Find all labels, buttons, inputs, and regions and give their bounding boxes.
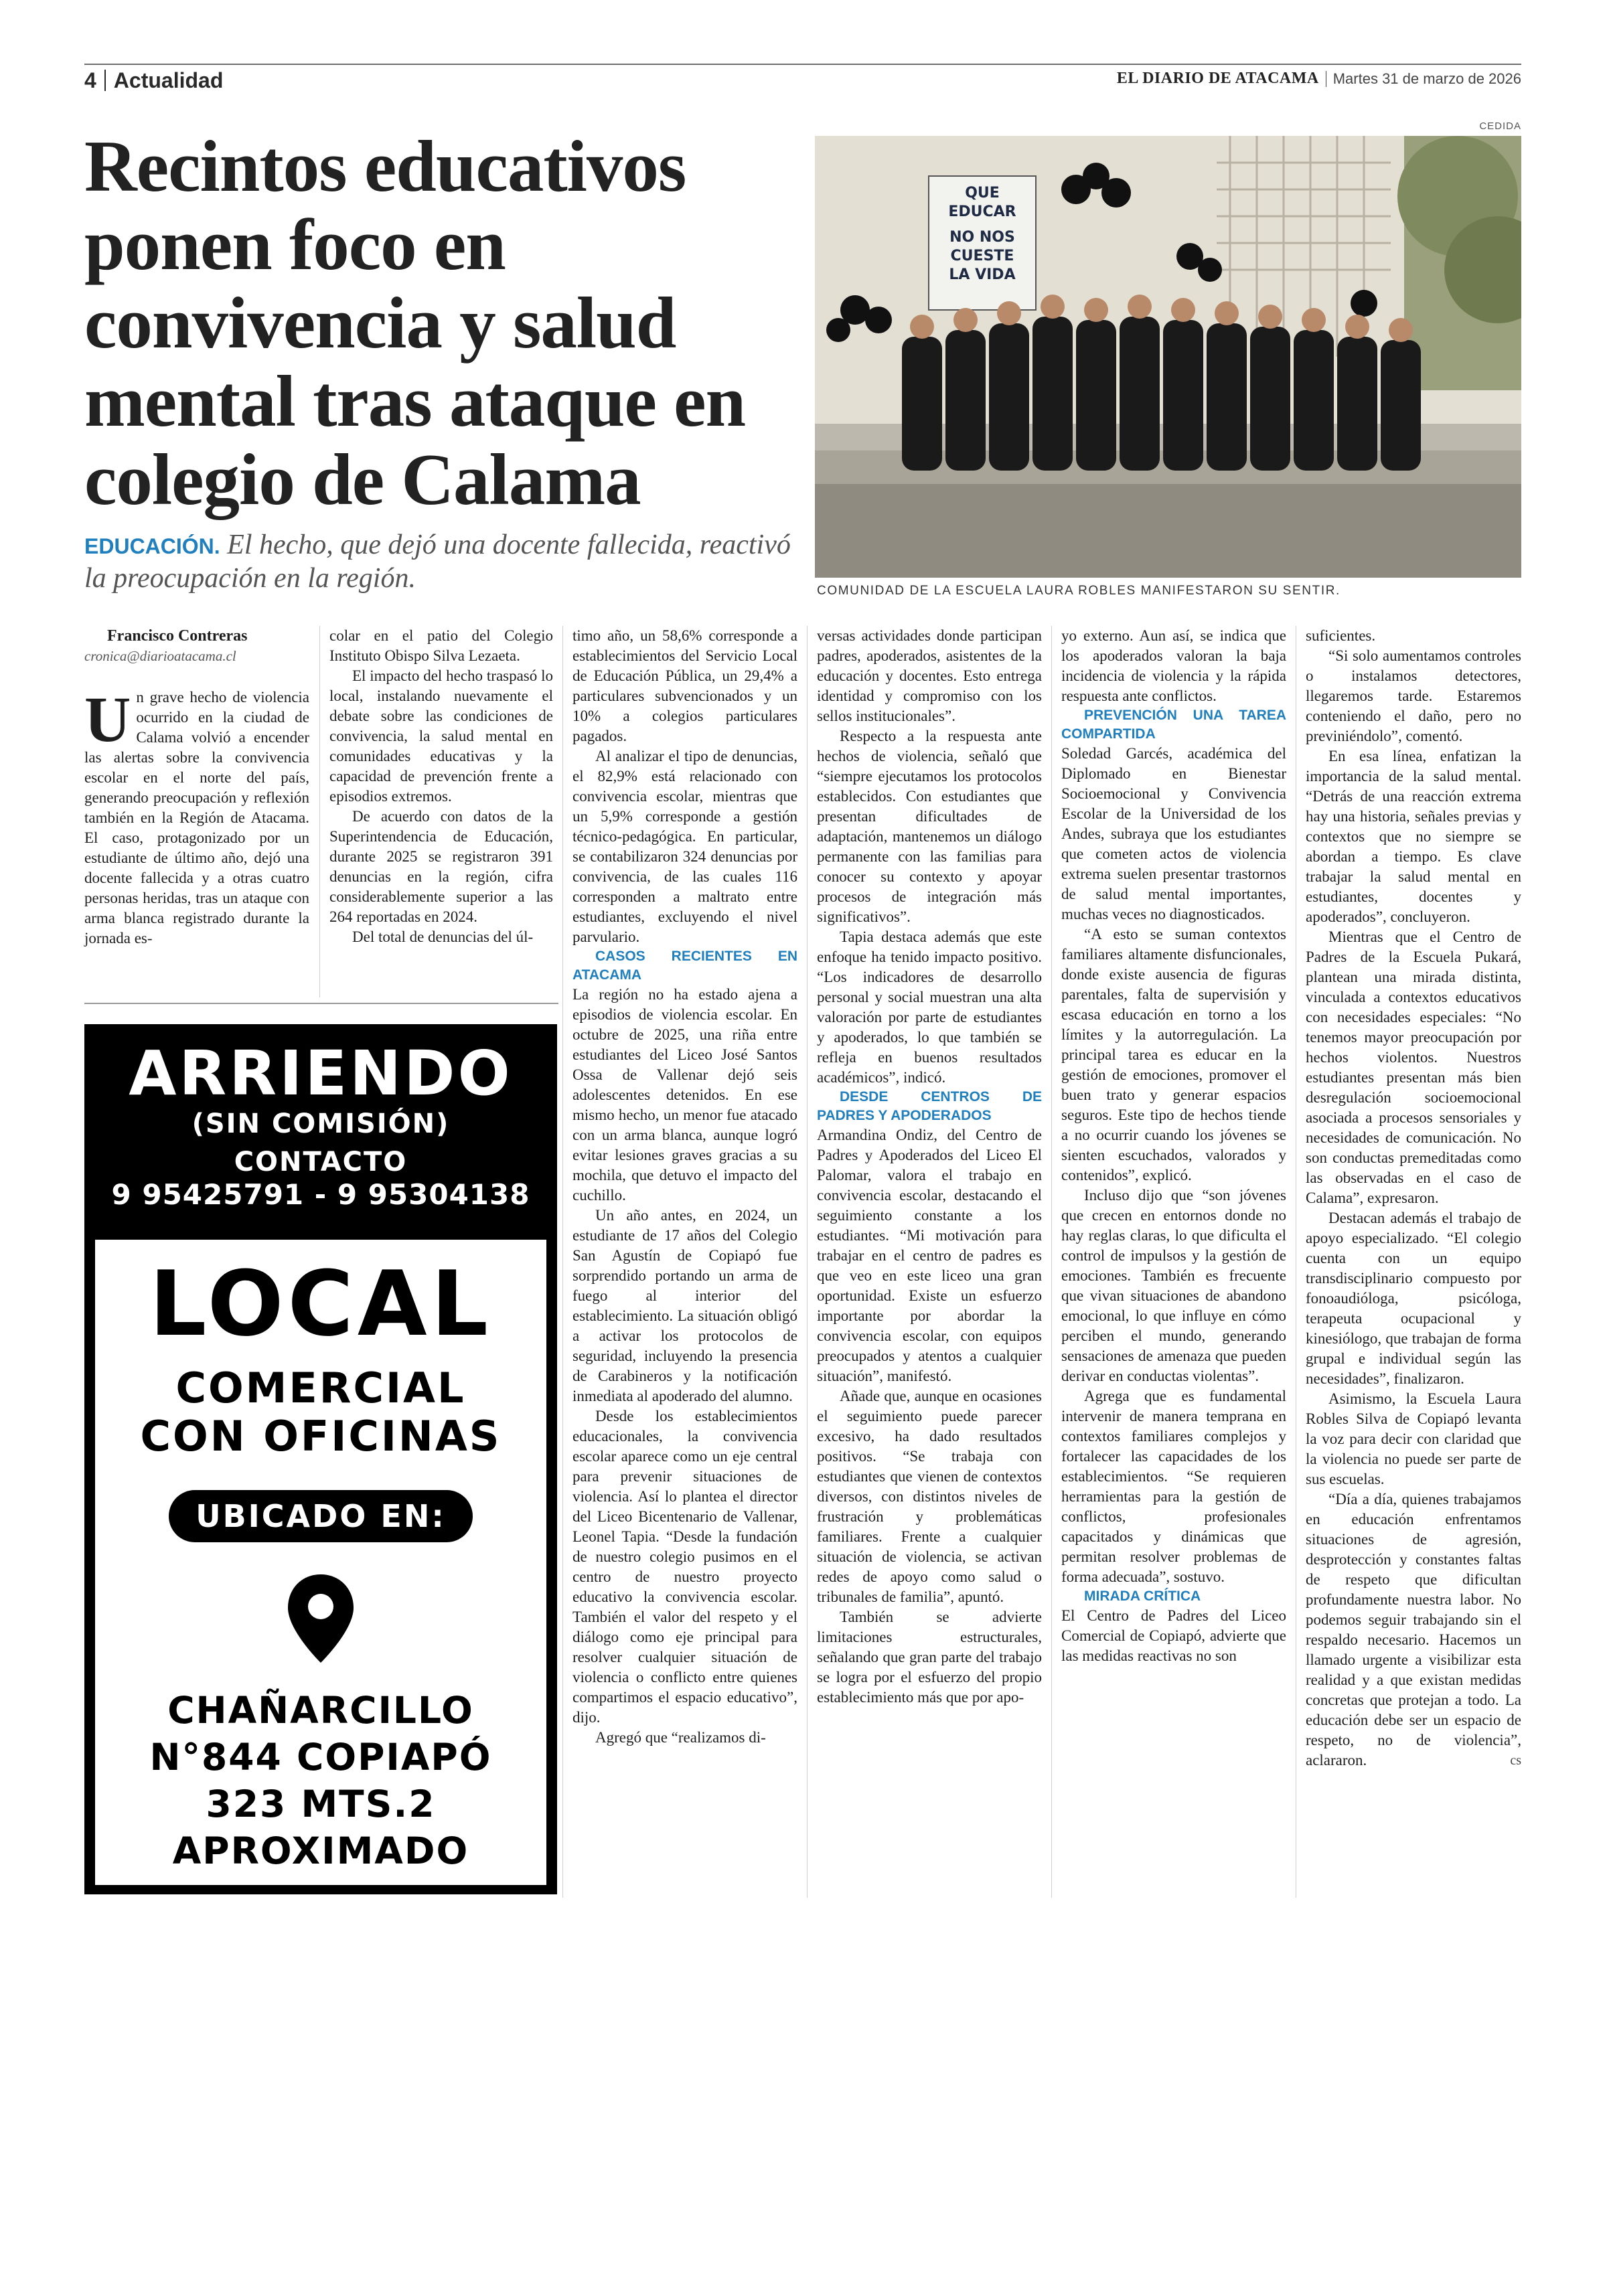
body-paragraph: “Si solo aumentamos controles o instalamos detectores, llegaremos tarde. Estaremos conteniendo el daño, pero no previniéndolo”, comentó. <box>1306 647 1521 744</box>
ad-address <box>95 1687 546 1874</box>
banner-line-1: QUE <box>965 185 1000 201</box>
ad-separator-rule <box>84 1003 558 1004</box>
article-column-3 <box>572 626 797 1748</box>
column-divider <box>1051 626 1052 1898</box>
ad-title: ARRIENDO <box>129 1038 513 1109</box>
body-paragraph: Desde los establecimientos educacionales, la convivencia escolar aparece como un eje central para prevenir situaciones de violencia. Así lo plantea el director del Liceo Bicentenario de Vallenar, Leonel Tapia. “Desde la fundación de nuestro colegio pusimos en el centro de nuestro proyecto educativo la convivencia escolar. También el valor del respeto y el diálogo como eje principal para resolver cualquier situación de violencia o conflicto entre quienes compartimos el espacio educativo”, dijo. <box>572 1408 797 1726</box>
body-paragraph: Agrega que es fundamental intervenir de manera temprana en contextos familiares complejos y fortalecer las capacidades de los establecimientos. “Se requieren herramientas para la gestión de conflictos, profesionales capacitados y dinámicas que permitan resolver problemas de forma adecuada”, sostuvo. <box>1061 1388 1286 1585</box>
column-divider <box>562 626 563 1898</box>
ad-description <box>95 1364 546 1461</box>
body-paragraph: versas actividades donde participan padres, apoderados, asistentes de la educación y docentes. Esto entrega identidad y compromiso con los sellos institucionales”. <box>817 627 1042 724</box>
ad-address-line: APROXIMADO <box>172 1829 469 1872</box>
banner-line-4: CUESTE <box>950 248 1014 264</box>
article-column-5 <box>1061 626 1286 1666</box>
drop-cap: U <box>84 683 131 755</box>
body-paragraph: Del total de denuncias del úl- <box>352 928 534 945</box>
body-paragraph: En esa línea, enfatizan la importancia de la salud mental. “Detrás de una reacción extrema hay una historia, señales previas y contextos que no siempre se abordan a tiempo. Es clave trabajar la salud mental en estudiantes, docentes y apoderados”, concluyeron. <box>1306 748 1521 925</box>
article-column-4 <box>817 626 1042 1708</box>
subheading: DESDE CENTROS DE PADRES Y APODERADOS <box>817 1089 1042 1123</box>
body-paragraph: colar en el patio del Colegio Instituto Obispo Silva Lezaeta. <box>329 627 553 664</box>
body-paragraph: Tapia destaca además que este enfoque ha tenido impacto positivo. “Los indicadores de desarrollo personal y social muestran una alta valoración por parte de estudiantes y apoderados, lo que también se refleja en buenos resultados académicos”, indicó. <box>817 928 1042 1086</box>
photo-credit: CEDIDA <box>1479 120 1521 132</box>
body-paragraph: yo externo. Aun así, se indica que los apoderados valoran la baja incidencia de violencia y la rápida respuesta ante conflictos. <box>1061 627 1286 704</box>
article-kicker <box>84 529 814 594</box>
ad-header <box>86 1026 556 1240</box>
ad-local-title: LOCAL <box>149 1252 492 1356</box>
body-paragraph: timo año, un 58,6% corresponde a establecimientos del Servicio Local de Educación Pública, un 29,4% a particulares subvencionados y un 10% a colegios particulares pagados. <box>572 627 797 744</box>
body-paragraph: Soledad Garcés, académica del Diplomado en Bienestar Socioemocional y Convivencia Escolar de la Universidad de los Andes, subraya que los estudiantes que cometen actos de violencia extrema suelen presentar trastornos de salud mental importantes, muchas veces no diagnosticados. <box>1061 745 1286 922</box>
body-paragraph: Añade que, aunque en ocasiones el seguimiento puede parecer excesivo, ha dado resultados positivos. “Se trabaja con estudiantes que vienen de contextos diversos, con distintos niveles de frustración y problemáticas familiares. Frente a cualquier situación de violencia, se activan redes de apoyo como salud o tribunales de familia”, apuntó. <box>817 1388 1042 1605</box>
publication-name: EL DIARIO DE ATACAMA <box>1116 70 1319 87</box>
body-paragraph: Destacan además el trabajo de apoyo especializado. “El colegio cuenta con un equipo transdisciplinario compuesto por fonoaudióloga, psicóloga, terapeuta ocupacional y kinesiólogo, que trabajan de forma grupal e individual según las necesidades”, finalizaron. <box>1306 1210 1521 1387</box>
body-paragraph: Al analizar el tipo de denuncias, el 82,9% está relacionado con convivencia escolar, mientras que un 5,9% corresponde a gestión técnico-pedagógica. En particular, se contabilizaron 324 denuncias por convivencia, de las cuales 116 corresponden a maltrato entre estudiantes, excluyendo el nivel parvulario. <box>572 748 797 945</box>
page-number: 4 <box>84 68 96 92</box>
column-divider <box>807 626 808 1898</box>
ad-address-line: 323 MTS.2 <box>206 1783 436 1825</box>
body-paragraph: También se advierte limitaciones estructurales, señalando que gran parte del trabajo se logra por el esfuerzo del propio establecimiento más que por apo- <box>817 1609 1042 1706</box>
lead-text: n grave hecho de violencia ocurrido en la ciudad de Calama volvió a encender las alertas sobre la convivencia escolar en el norte del país, generando preocupación y reflexión también en la Región de Atacama. El caso, protagonizado por un estudiante de último año, dejó una docente fallecida y a otras cuatro personas heridas, tras un ataque con arma blanca registrado durante la jornada es- <box>84 689 309 947</box>
body-paragraph: El impacto del hecho traspasó lo local, instalando nuevamente el debate sobre las condiciones de convivencia, la salud mental en comunidades educativas y la capacidad de prevención frente a episodios extremos. <box>329 667 553 805</box>
body-paragraph: Agregó que “realizamos di- <box>595 1729 766 1746</box>
lead-paragraph <box>84 683 309 949</box>
body-paragraph: De acuerdo con datos de la Superintendencia de Educación, durante 2025 se registraron 391 denuncias en la región, cifra considerablemente superior a las 264 reportadas en 2024. <box>329 808 553 925</box>
ad-phone-numbers: 9 95425791 - 9 95304138 <box>111 1178 530 1211</box>
subheading: CASOS RECIENTES EN ATACAMA <box>572 949 797 983</box>
kicker-text: El hecho, que dejó una docente fallecida, reactivó la preocupación en la región. <box>84 529 791 594</box>
header-divider <box>104 70 106 91</box>
page-header-right <box>1117 70 1521 88</box>
photo-illustration <box>815 136 1521 578</box>
ad-subtitle: (SIN COMISIÓN) <box>192 1109 450 1139</box>
page-header-left <box>84 66 223 95</box>
column-divider <box>319 626 320 997</box>
body-paragraph: La región no ha estado ajena a episodios de violencia escolar. En octubre de 2025, una riña entre estudiantes del Liceo José Santos Ossa de Vallenar dejó seis adolescentes detenidos. En ese mismo hecho, un menor fue atacado con un arma blanca, aunque logró evitar lesiones graves gracias a su mochila, que detuvo el impacto del cuchillo. <box>572 986 797 1204</box>
ad-contact-label: CONTACTO <box>234 1147 408 1177</box>
kicker-tag: EDUCACIÓN. <box>84 534 220 558</box>
body-paragraph: Incluso dijo que “son jóvenes que crecen en entornos donde no hay reglas claras, lo que dificulta el control de impulsos y la gestión de emociones. También es frecuente que vivan situaciones de abandono emocional, lo que influye en cómo perciben el mundo, generando sensaciones de amenaza que pueden derivar en conductas violentas”. <box>1061 1187 1286 1384</box>
subheading: PREVENCIÓN UNA TAREA COMPARTIDA <box>1061 708 1286 742</box>
body-paragraph: Mientras que el Centro de Padres de la Escuela Pukará, plantean una mirada distinta, vinculada a contextos educativos con necesidades especiales: “No tenemos mayor preocupación por hechos violentos. Nuestros estudiantes presentan más bien desregulación socioemocional asociada a procesos sensoriales y necesidades de comunicación. No son conductas premeditadas como las observadas en el caso de Calama”, expresaron. <box>1306 928 1521 1206</box>
body-paragraph: suficientes. <box>1306 627 1376 644</box>
ad-location-label: UBICADO EN: <box>169 1490 473 1542</box>
banner-line-3: NO NOS <box>949 229 1015 246</box>
article-column-6 <box>1306 626 1521 1771</box>
header-rule <box>84 64 1521 65</box>
end-mark: cs <box>1510 1753 1521 1768</box>
body-paragraph: “A esto se suman contextos familiares altamente disfuncionales, donde existe ausencia de figuras parentales, falta de supervisión y escasa educación en torno a los límites y la autorregulación. La principal tarea es educar en la gestión de emociones, promover el buen trato y generar espacios seguros. Este tipo de hechos tiende a no ocurrir cuando los jóvenes se sienten escuchados, valorados y contenidos”, explicó. <box>1061 926 1286 1183</box>
ad-address-line: CHAÑARCILLO <box>167 1689 474 1732</box>
ad-body <box>95 1240 546 1885</box>
body-paragraph: El Centro de Padres del Liceo Comercial de Copiapó, advierte que las medidas reactivas no son <box>1061 1607 1286 1664</box>
author-name: Francisco Contreras <box>107 627 248 645</box>
article-photo <box>815 136 1521 578</box>
classified-ad <box>84 1024 557 1894</box>
subheading: MIRADA CRÍTICA <box>1084 1588 1201 1604</box>
article-column-1 <box>84 626 309 949</box>
article-column-2 <box>329 626 553 947</box>
banner-line-5: LA VIDA <box>949 266 1016 283</box>
ad-description-line: COMERCIAL <box>175 1364 466 1412</box>
body-paragraph: Respecto a la respuesta ante hechos de violencia, señaló que “siempre ejecutamos los protocolos establecidos. Con estudiantes que presentan dificultades de adaptación, mantenemos un diálogo permanente con las familias para conocer su contexto y apoyar procesos de integración más significativos”. <box>817 728 1042 925</box>
banner-line-2: EDUCAR <box>948 203 1016 220</box>
body-paragraph: Armandina Ondiz, del Centro de Padres y Apoderados del Liceo El Palomar, valora el trabajo en convivencia escolar, destacando el seguimiento constante a los estudiantes. “Mi motivación para trabajar en el centro de padres es que veo en este liceo una gran oportunidad. Existe un esfuerzo importante por abordar la convivencia escolar, con equipos preocupados y atentos a cualquier situación”, manifestó. <box>817 1127 1042 1384</box>
article-headline: Recintos educativos ponen foco en convivencia y salud mental tras ataque en colegio de Calama <box>84 126 746 520</box>
photo-caption: COMUNIDAD DE LA ESCUELA LAURA ROBLES MANIFESTARON SU SENTIR. <box>817 584 1341 598</box>
ad-address-line: N°844 COPIAPÓ <box>149 1736 492 1779</box>
body-paragraph <box>1306 1489 1521 1771</box>
section-name: Actualidad <box>113 68 224 92</box>
map-pin-icon <box>95 1572 546 1668</box>
body-paragraph: Asimismo, la Escuela Laura Robles Silva de Copiapó levanta la voz para decir con claridad que la violencia no puede ser parte de sus escuelas. <box>1306 1390 1521 1487</box>
ad-description-line: CON OFICINAS <box>140 1412 502 1461</box>
author-email: cronica@diarioatacama.cl <box>84 648 236 664</box>
publication-date: Martes 31 de marzo de 2026 <box>1332 70 1521 87</box>
closing-paragraph-text: “Día a día, quienes trabajamos en educación enfrentamos situaciones de agresión, desprotección y constantes faltas de respeto que dificultan profundamente nuestra labor. No podemos seguir trabajando sin el respaldo necesario. Hacemos un llamado urgente a visibilizar esta realidad y a que existan medidas concretas que protejan a todo. La educación debe ser un espacio de respeto, no de violencia”, aclararon. <box>1306 1491 1521 1769</box>
body-paragraph: Un año antes, en 2024, un estudiante de 17 años del Colegio San Agustín de Copiapó fue sorprendido portando un arma de fuego al interior del establecimiento. La situación obligó a activar los protocolos de seguridad, incluyendo la presencia de Carabineros y la notificación inmediata al apoderado del alumno. <box>572 1207 797 1404</box>
